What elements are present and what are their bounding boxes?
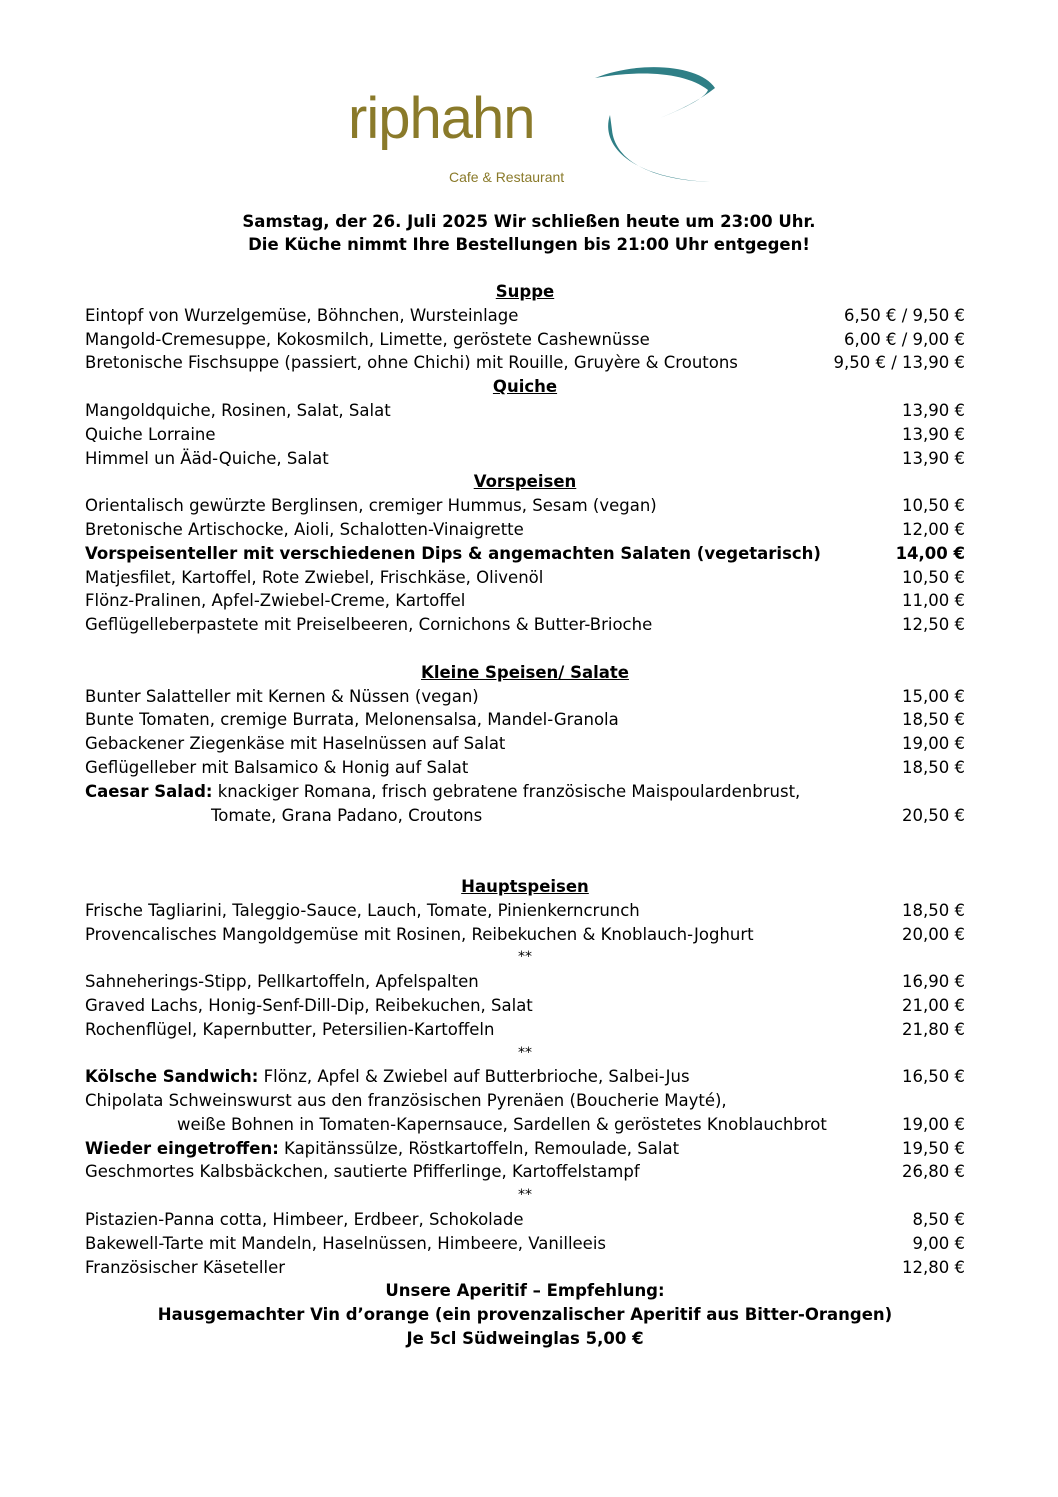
section-heading-suppe: Suppe [495,282,555,301]
menu-item-chipolata: Chipolata Schweinswurst aus den französischen Pyrenäen (Boucherie Mayté), [85,1091,727,1111]
aperitif-heading: Unsere Aperitif – Empfehlung: [385,1281,665,1301]
menu-item-koelsche: Kölsche Sandwich: Flönz, Apfel & Zwiebel auf Butterbrioche, Salbei-Jus 16,50 € [85,1067,965,1087]
logo-subtitle: Cafe & Restaurant [449,169,565,185]
menu-item: Graved Lachs, Honig-Senf-Dill-Dip, Reibekuchen, Salat 21,00 € [85,995,965,1015]
menu-item: Bunter Salatteller mit Kernen & Nüssen (vegan) 15,00 € [85,686,965,706]
menu-item-wieder: Wieder eingetroffen: Kapitänssülze, Röstkartoffeln, Remoulade, Salat 19,50 € [85,1138,965,1158]
menu-item: Mangold-Cremesuppe, Kokosmilch, Limette, geröstete Cashewnüsse 6,00 € / 9,00 € [85,329,965,349]
section-heading-vorspeisen: Vorspeisen [473,472,577,492]
menu-item: Rochenflügel, Kapernbutter, Petersilien-Kartoffeln 21,80 € [85,1019,965,1039]
section-heading-hauptspeisen: Hauptspeisen [461,876,589,896]
menu-item: Bunte Tomaten, cremige Burrata, Melonensalsa, Mandel-Granola 18,50 € [85,710,965,730]
menu-item: Eintopf von Wurzelgemüse, Böhnchen, Wursteinlage 6,50 € / 9,50 € [85,305,965,325]
separator-stars: ** [518,1187,532,1204]
menu [85,280,965,1351]
menu-item: Himmel un Ääd-Quiche, Salat 13,90 € [85,448,965,468]
aperitif-description: Hausgemachter Vin d’orange (ein provenzalischer Aperitif aus Bitter-Orangen) [157,1305,893,1325]
restaurant-logo [340,60,730,200]
separator-stars: ** [518,949,532,966]
menu-item: Bretonische Fischsuppe (passiert, ohne Chichi) mit Rouille, Gruyère & Croutons 9,50 € / 13,90 € [85,353,965,373]
section-heading-kleine-speisen: Kleine Speisen/ Salate [421,662,629,682]
swoosh-icon [590,60,720,190]
menu-item-dessert: Französischer Käseteller 12,80 € [85,1257,965,1277]
menu-item: Flönz-Pralinen, Apfel-Zwiebel-Creme, Kartoffel 11,00 € [85,591,965,611]
menu-item: Orientalisch gewürzte Berglinsen, cremiger Hummus, Sesam (vegan) 10,50 € [85,496,965,516]
logo-wordmark: riphahn [348,86,535,151]
menu-item: Geflügelleber mit Balsamico & Honig auf Salat 18,50 € [85,757,965,777]
menu-item: Frische Tagliarini, Taleggio-Sauce, Lauch, Tomate, Pinienkerncrunch 18,50 € [85,900,965,920]
menu-item-highlight: Vorspeisenteller mit verschiedenen Dips & angemachten Salaten (vegetarisch) 14,00 € [85,543,965,563]
menu-item: Matjesfilet, Kartoffel, Rote Zwiebel, Frischkäse, Olivenöl 10,50 € [85,567,965,587]
menu-item: Geflügelleberpastete mit Preiselbeeren, Cornichons & Butter-Brioche 12,50 € [85,615,965,635]
menu-item-caesar-continued: Tomate, Grana Padano, Croutons 20,50 € [211,805,965,825]
menu-item-dessert: Bakewell-Tarte mit Mandeln, Haselnüssen, Himbeere, Vanilleeis 9,00 € [85,1233,965,1253]
aperitif-price: Je 5cl Südweinglas 5,00 € [406,1329,644,1349]
separator-stars: ** [518,1044,532,1061]
section-heading-quiche: Quiche [492,377,558,397]
menu-item-chipolata-continued: weiße Bohnen in Tomaten-Kapernsauce, Sardellen & geröstetes Knoblauchbrot 19,00 € [177,1114,965,1134]
header-line-2: Die Küche nimmt Ihre Bestellungen bis 21:00 Uhr entgegen! [248,235,810,254]
menu-item: Quiche Lorraine 13,90 € [85,424,965,444]
menu-item: Gebackener Ziegenkäse mit Haselnüssen auf Salat 19,00 € [85,734,965,754]
menu-item: Mangoldquiche, Rosinen, Salat, Salat 13,90 € [85,400,965,420]
menu-item: Sahneherings-Stipp, Pellkartoffeln, Apfelspalten 16,90 € [85,972,965,992]
menu-item: Geschmortes Kalbsbäckchen, sautierte Pfifferlinge, Kartoffelstampf 26,80 € [85,1162,965,1182]
menu-item: Bretonische Artischocke, Aioli, Schalotten-Vinaigrette 12,00 € [85,519,965,539]
menu-item-dessert: Pistazien-Panna cotta, Himbeer, Erdbeer, Schokolade 8,50 € [85,1210,965,1230]
header-line-1: Samstag, der 26. Juli 2025 Wir schließen heute um 23:00 Uhr. [242,212,816,231]
menu-item: Provencalisches Mangoldgemüse mit Rosinen, Reibekuchen & Knoblauch-Joghurt 20,00 € [85,924,965,944]
menu-item-caesar: Caesar Salad: knackiger Romana, frisch gebratene französische Maispoulardenbrust, [85,781,801,801]
